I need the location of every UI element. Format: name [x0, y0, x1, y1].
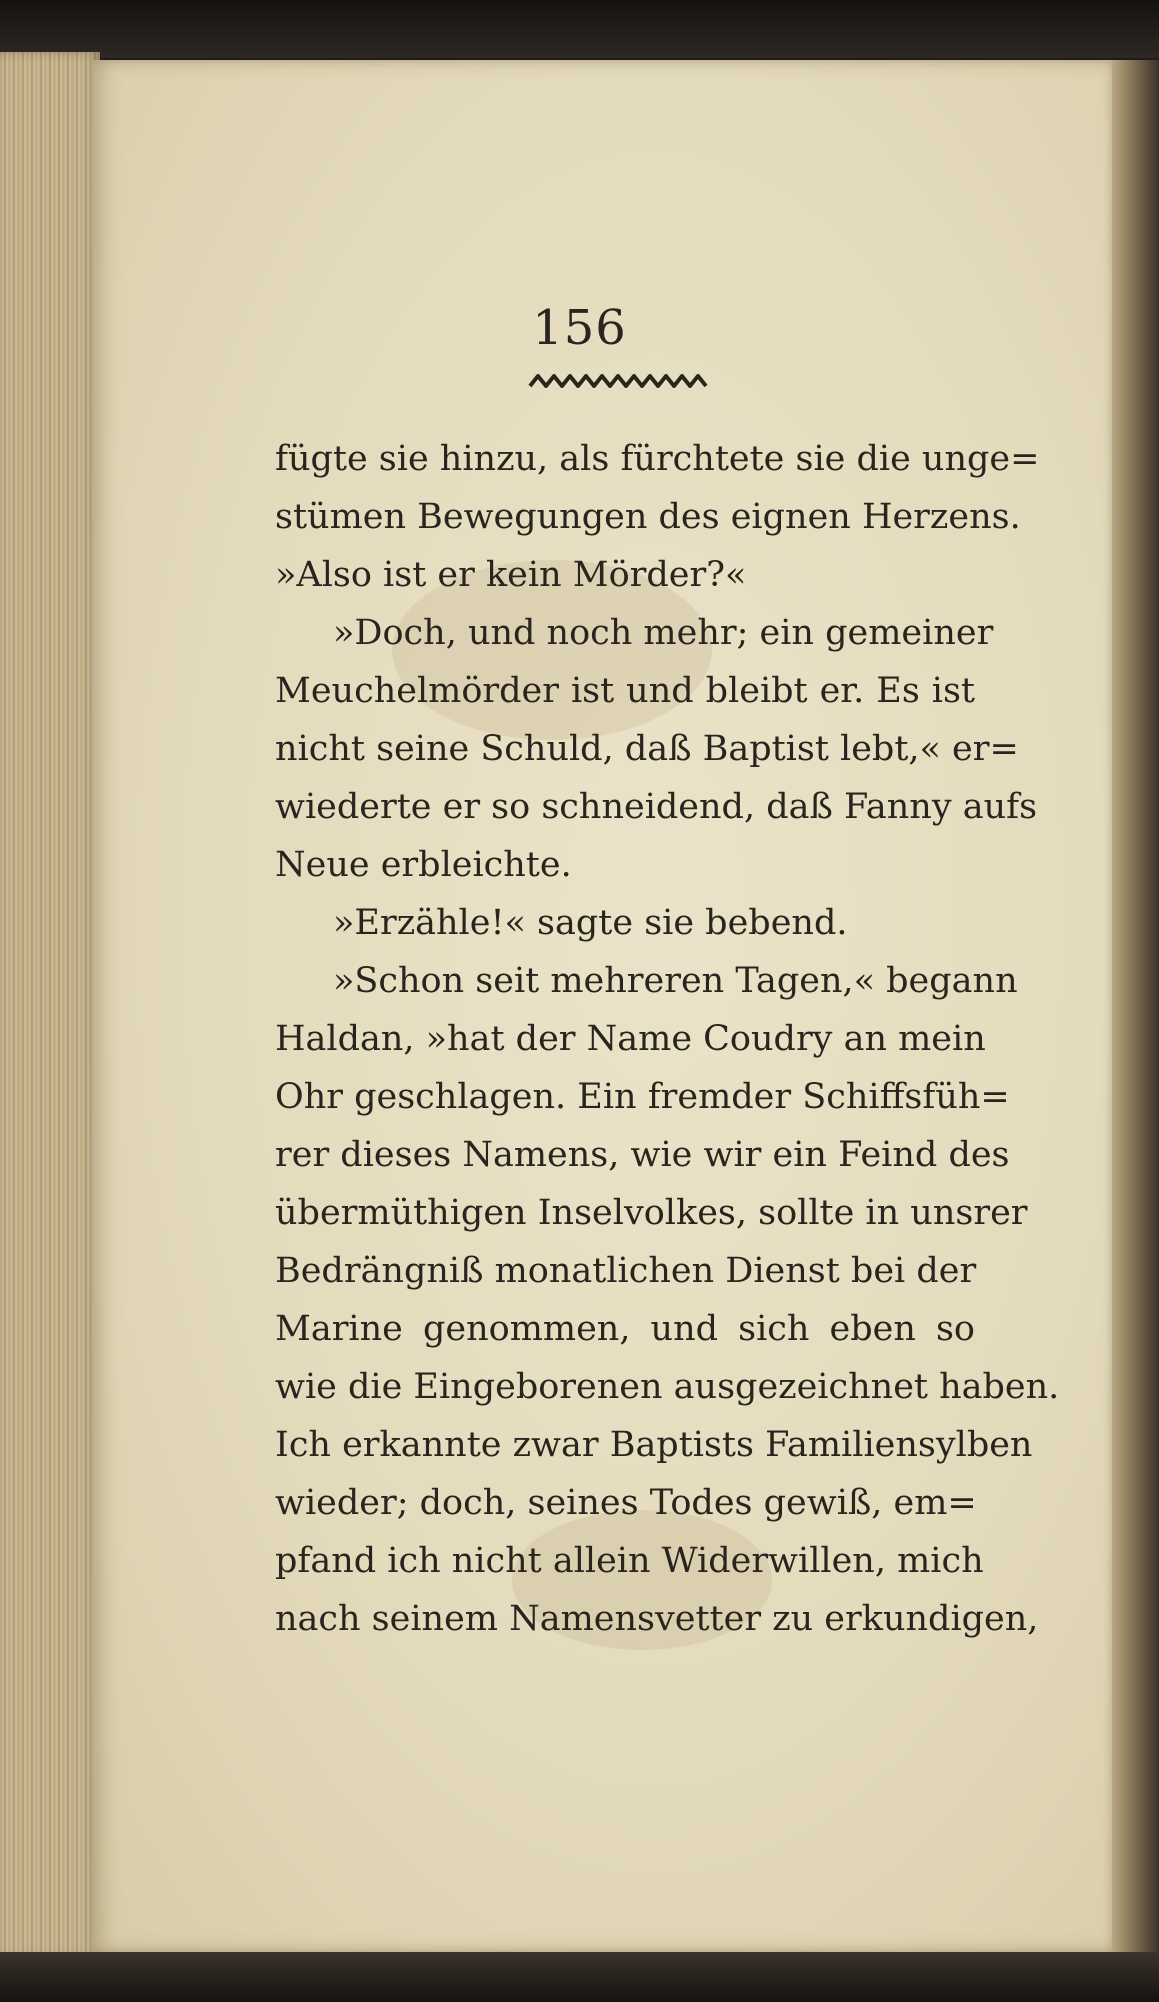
text-line: rer dieses Namens, wie wir ein Feind des	[275, 1135, 1010, 1175]
text-line: Neue erbleichte.	[275, 845, 572, 885]
text-line: Ohr geschlagen. Ein fremder Schiffsfüh=	[275, 1077, 1010, 1117]
page-number: 156	[532, 300, 627, 356]
body-text	[275, 430, 1060, 1648]
text-line: Bedrängniß monatlichen Dienst bei der	[275, 1251, 977, 1291]
text-line: stümen Bewegungen des eignen Herzens.	[275, 497, 1021, 537]
binding-top	[0, 0, 1159, 58]
text-line: Marine genommen, und sich eben so	[275, 1309, 975, 1349]
text-line: fügte sie hinzu, als fürchtete sie die unge=	[275, 439, 1040, 479]
wavy-ornament-rule	[528, 372, 712, 390]
text-line: nicht seine Schuld, daß Baptist lebt,« er=	[275, 729, 1019, 769]
text-line: wieder; doch, seines Todes gewiß, em=	[275, 1483, 977, 1523]
text-line: pfand ich nicht allein Widerwillen, mich	[275, 1541, 984, 1581]
text-line: wiederte er so schneidend, daß Fanny aufs	[275, 787, 1038, 827]
text-line: übermüthigen Inselvolkes, sollte in unsrer	[275, 1193, 1028, 1233]
text-line: Haldan, »hat der Name Coudry an mein	[275, 1019, 986, 1059]
text-line: wie die Eingeborenen ausgezeichnet haben.	[275, 1367, 1060, 1407]
text-line: »Erzähle!« sagte sie bebend.	[333, 903, 848, 943]
text-line: Meuchelmörder ist und bleibt er. Es ist	[275, 671, 975, 711]
text-line: nach seinem Namensvetter zu erkundigen,	[275, 1599, 1039, 1639]
binding-bottom	[0, 1952, 1159, 2002]
text-line: »Also ist er kein Mörder?«	[275, 555, 747, 595]
text-line: Ich erkannte zwar Baptists Familiensylben	[275, 1425, 1033, 1465]
text-line: »Doch, und noch mehr; ein gemeiner	[333, 613, 994, 653]
text-line: »Schon seit mehreren Tagen,« begann	[333, 961, 1018, 1001]
